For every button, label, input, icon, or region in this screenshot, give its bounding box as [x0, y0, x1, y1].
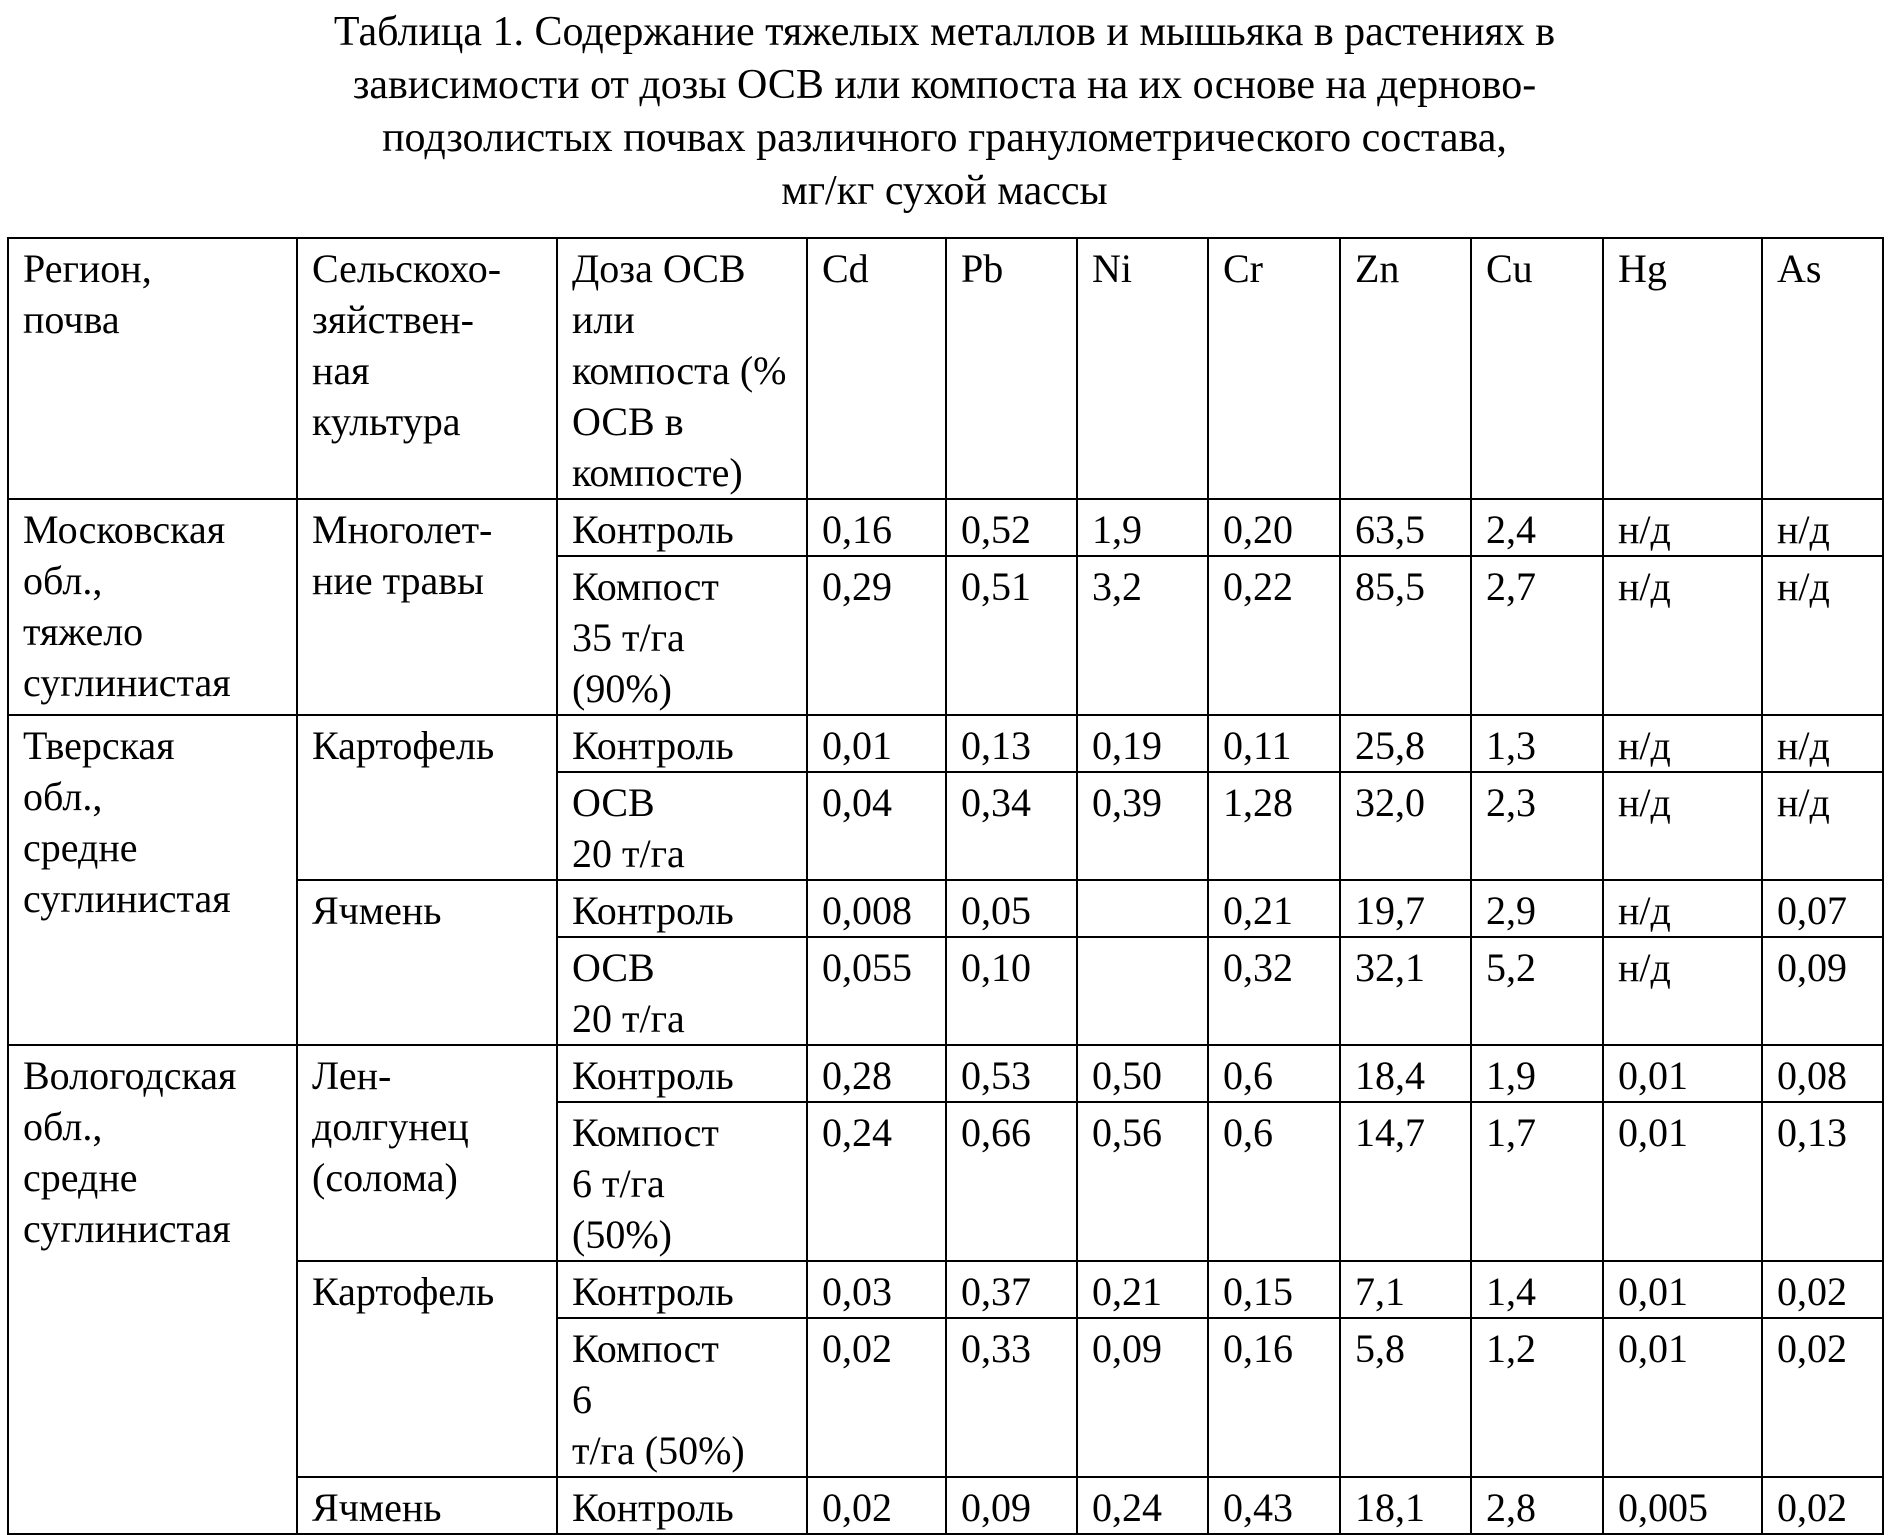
crop-cell: Ячмень: [297, 1477, 557, 1534]
header-zn: Zn: [1340, 238, 1471, 499]
as-cell: 0,13: [1762, 1102, 1883, 1261]
zn-cell: 18,4: [1340, 1045, 1471, 1102]
hg-cell: н/д: [1603, 880, 1762, 937]
dose-cell: Контроль: [557, 715, 807, 772]
hg-cell: н/д: [1603, 772, 1762, 880]
ni-cell: 0,50: [1077, 1045, 1208, 1102]
dose-cell: Контроль: [557, 880, 807, 937]
hg-cell: 0,01: [1603, 1261, 1762, 1318]
header-crop: Сельскохо- зяйствен- ная культура: [297, 238, 557, 499]
pb-cell: 0,10: [946, 937, 1077, 1045]
table-row: [8, 1045, 1883, 1102]
cu-cell: 2,8: [1471, 1477, 1603, 1534]
hg-cell: н/д: [1603, 715, 1762, 772]
zn-cell: 32,1: [1340, 937, 1471, 1045]
header-dose: Доза ОСВ или компоста (% ОСВ в компосте): [557, 238, 807, 499]
cu-cell: 1,9: [1471, 1045, 1603, 1102]
cr-cell: 1,28: [1208, 772, 1340, 880]
table-row: [8, 499, 1883, 556]
pb-cell: 0,05: [946, 880, 1077, 937]
cu-cell: 5,2: [1471, 937, 1603, 1045]
header-cr: Cr: [1208, 238, 1340, 499]
region-cell: Вологодская обл., средне суглинистая: [8, 1045, 297, 1534]
dose-cell: Контроль: [557, 1477, 807, 1534]
cr-cell: 0,22: [1208, 556, 1340, 715]
region-cell: Московская обл., тяжело суглинистая: [8, 499, 297, 715]
zn-cell: 5,8: [1340, 1318, 1471, 1477]
zn-cell: 7,1: [1340, 1261, 1471, 1318]
pb-cell: 0,66: [946, 1102, 1077, 1261]
ni-cell: 0,39: [1077, 772, 1208, 880]
cr-cell: 0,20: [1208, 499, 1340, 556]
zn-cell: 32,0: [1340, 772, 1471, 880]
caption-line-3: подзолистых почвах различного гранулометрического состава,: [382, 115, 1507, 161]
dose-cell: Компост 35 т/га (90%): [557, 556, 807, 715]
header-cd: Cd: [807, 238, 946, 499]
cd-cell: 0,008: [807, 880, 946, 937]
cd-cell: 0,29: [807, 556, 946, 715]
dose-cell: Компост 6 т/га (50%): [557, 1318, 807, 1477]
header-as: As: [1762, 238, 1883, 499]
header-region: Регион, почва: [8, 238, 297, 499]
cd-cell: 0,04: [807, 772, 946, 880]
cu-cell: 2,9: [1471, 880, 1603, 937]
header-ni: Ni: [1077, 238, 1208, 499]
pb-cell: 0,53: [946, 1045, 1077, 1102]
zn-cell: 63,5: [1340, 499, 1471, 556]
ni-cell: 0,09: [1077, 1318, 1208, 1477]
crop-cell: Многолет- ние травы: [297, 499, 557, 715]
cd-cell: 0,03: [807, 1261, 946, 1318]
cd-cell: 0,02: [807, 1318, 946, 1477]
zn-cell: 85,5: [1340, 556, 1471, 715]
crop-cell: Ячмень: [297, 880, 557, 1045]
cd-cell: 0,01: [807, 715, 946, 772]
as-cell: н/д: [1762, 715, 1883, 772]
cu-cell: 2,7: [1471, 556, 1603, 715]
header-cu: Cu: [1471, 238, 1603, 499]
dose-cell: ОСВ 20 т/га: [557, 937, 807, 1045]
crop-cell: Картофель: [297, 1261, 557, 1477]
cu-cell: 1,4: [1471, 1261, 1603, 1318]
hg-cell: н/д: [1603, 556, 1762, 715]
ni-cell: 3,2: [1077, 556, 1208, 715]
cr-cell: 0,16: [1208, 1318, 1340, 1477]
cu-cell: 1,3: [1471, 715, 1603, 772]
dose-cell: Контроль: [557, 1045, 807, 1102]
ni-cell: [1077, 880, 1208, 937]
as-cell: 0,02: [1762, 1477, 1883, 1534]
header-row: [8, 238, 1883, 499]
zn-cell: 19,7: [1340, 880, 1471, 937]
region-cell: Тверская обл., средне суглинистая: [8, 715, 297, 1045]
caption-line-2: зависимости от дозы ОСВ или компоста на их основе на дерново-: [352, 62, 1537, 108]
cu-cell: 2,4: [1471, 499, 1603, 556]
dose-cell: ОСВ 20 т/га: [557, 772, 807, 880]
cr-cell: 0,6: [1208, 1045, 1340, 1102]
zn-cell: 18,1: [1340, 1477, 1471, 1534]
caption-line-1: Таблица 1. Содержание тяжелых металлов и мышьяка в растениях в: [333, 9, 1556, 55]
pb-cell: 0,51: [946, 556, 1077, 715]
as-cell: н/д: [1762, 499, 1883, 556]
metals-table: [7, 237, 1884, 1535]
cr-cell: 0,6: [1208, 1102, 1340, 1261]
as-cell: 0,09: [1762, 937, 1883, 1045]
dose-cell: Компост 6 т/га (50%): [557, 1102, 807, 1261]
cr-cell: 0,15: [1208, 1261, 1340, 1318]
cu-cell: 1,7: [1471, 1102, 1603, 1261]
zn-cell: 25,8: [1340, 715, 1471, 772]
as-cell: 0,08: [1762, 1045, 1883, 1102]
cr-cell: 0,43: [1208, 1477, 1340, 1534]
as-cell: 0,02: [1762, 1261, 1883, 1318]
cr-cell: 0,32: [1208, 937, 1340, 1045]
header-pb: Pb: [946, 238, 1077, 499]
ni-cell: 1,9: [1077, 499, 1208, 556]
table-caption: [0, 6, 1889, 218]
ni-cell: 0,24: [1077, 1477, 1208, 1534]
ni-cell: 0,19: [1077, 715, 1208, 772]
dose-cell: Контроль: [557, 1261, 807, 1318]
pb-cell: 0,37: [946, 1261, 1077, 1318]
table-row: [8, 715, 1883, 772]
crop-cell: Лен- долгунец (солома): [297, 1045, 557, 1261]
ni-cell: 0,21: [1077, 1261, 1208, 1318]
pb-cell: 0,13: [946, 715, 1077, 772]
crop-cell: Картофель: [297, 715, 557, 880]
header-hg: Hg: [1603, 238, 1762, 499]
cd-cell: 0,02: [807, 1477, 946, 1534]
cu-cell: 1,2: [1471, 1318, 1603, 1477]
hg-cell: 0,01: [1603, 1045, 1762, 1102]
cd-cell: 0,24: [807, 1102, 946, 1261]
as-cell: 0,02: [1762, 1318, 1883, 1477]
ni-cell: 0,56: [1077, 1102, 1208, 1261]
as-cell: н/д: [1762, 772, 1883, 880]
cu-cell: 2,3: [1471, 772, 1603, 880]
ni-cell: [1077, 937, 1208, 1045]
cr-cell: 0,11: [1208, 715, 1340, 772]
pb-cell: 0,34: [946, 772, 1077, 880]
dose-cell: Контроль: [557, 499, 807, 556]
hg-cell: н/д: [1603, 499, 1762, 556]
hg-cell: н/д: [1603, 937, 1762, 1045]
as-cell: н/д: [1762, 556, 1883, 715]
hg-cell: 0,005: [1603, 1477, 1762, 1534]
cd-cell: 0,16: [807, 499, 946, 556]
cr-cell: 0,21: [1208, 880, 1340, 937]
cd-cell: 0,28: [807, 1045, 946, 1102]
zn-cell: 14,7: [1340, 1102, 1471, 1261]
as-cell: 0,07: [1762, 880, 1883, 937]
caption-line-4: мг/кг сухой массы: [781, 168, 1108, 214]
hg-cell: 0,01: [1603, 1102, 1762, 1261]
pb-cell: 0,33: [946, 1318, 1077, 1477]
hg-cell: 0,01: [1603, 1318, 1762, 1477]
pb-cell: 0,52: [946, 499, 1077, 556]
pb-cell: 0,09: [946, 1477, 1077, 1534]
cd-cell: 0,055: [807, 937, 946, 1045]
